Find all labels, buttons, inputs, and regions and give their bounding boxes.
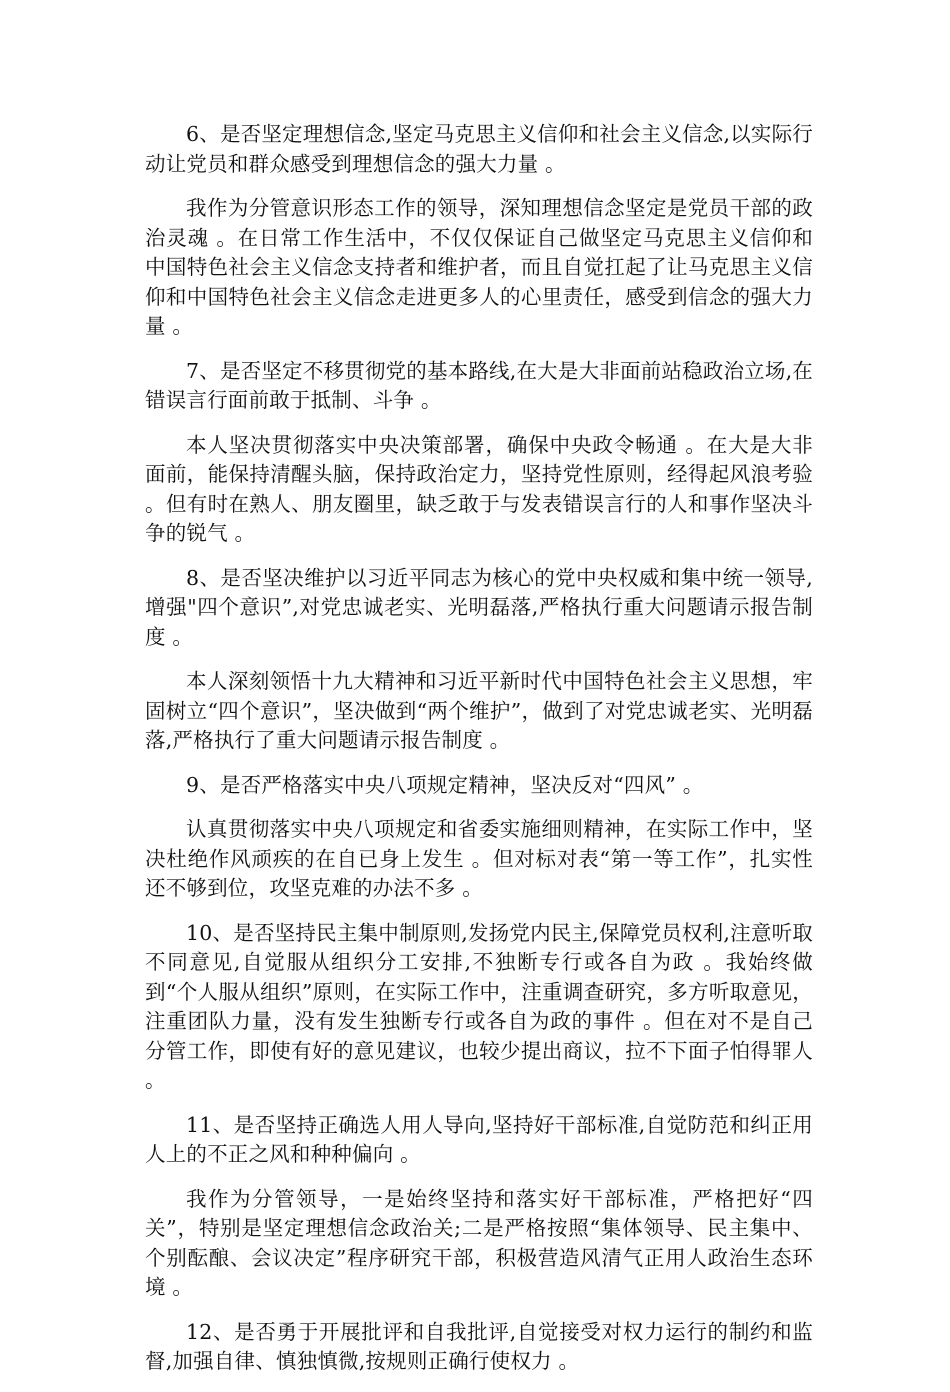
paragraph-question-8: 8、是否坚决维护以习近平同志为核心的党中央权威和集中统一领导,增强"四个意识”,对党忠诚老实、光明磊落,严格执行重大问题请示报告制度 。 xyxy=(145,565,813,649)
paragraph-answer-6: 我作为分管意识形态工作的领导，深知理想信念坚定是党员干部的政治灵魂 。在日常工作生活中，不仅仅保证自己做坚定马克思主义信仰和中国特色社会主义信念支持者和维护者，而且自觉扛起了让马克思主义信仰和中国特色社会主义信念走进更多人的心里责任，感受到信念的强大力量 。 xyxy=(145,196,813,338)
paragraph-answer-9: 认真贯彻落实中央八项规定和省委实施细则精神，在实际工作中，坚决杜绝作风顽疾的在自已身上发生 。但对标对表“第一等工作”，扎实性还不够到位，攻坚克难的办法不多 。 xyxy=(145,817,813,900)
paragraph-question-9: 9、是否严格落实中央八项规定精神，坚决反对“四风” 。 xyxy=(186,772,704,797)
paragraph-question-6: 6、是否坚定理想信念,坚定马克思主义信仰和社会主义信念,以实际行动让党员和群众感受到理想信念的强大力量 。 xyxy=(145,122,813,176)
paragraph-question-10: 10、是否坚持民主集中制原则,发扬党内民主,保障党员权利,注意听取不同意见,自觉服从组织分工安排,不独断专行或各自为政 。我始终做到“个人服从组织”原则，在实际工作中，注重调查研究，多方听取意见，注重团队力量，没有发生独断专行或各自为政的事件 。但在对不是自己分管工作，即使有好的意见建议，也较少提出商议，拉不下面子怕得罪人 。 xyxy=(145,920,813,1092)
paragraph-question-7: 7、是否坚定不移贯彻党的基本路线,在大是大非面前站稳政治立场,在错误言行面前敢于抵制、斗争 。 xyxy=(145,358,813,412)
paragraph-answer-8: 本人深刻领悟十九大精神和习近平新时代中国特色社会主义思想，牢固树立“四个意识”，坚决做到“两个维护”，做到了对党忠诚老实、光明磊落,严格执行了重大问题请示报告制度 。 xyxy=(145,669,813,752)
document-body xyxy=(145,120,813,1392)
paragraph-question-12: 12、是否勇于开展批评和自我批评,自觉接受对权力运行的制约和监督,加强自律、慎独慎微,按规则正确行使权力 。 xyxy=(145,1319,813,1373)
paragraph-question-11: 11、是否坚持正确选人用人导向,坚持好干部标准,自觉防范和纠正用人上的不正之风和种种偏向 。 xyxy=(145,1112,813,1166)
paragraph-answer-11: 我作为分管领导，一是始终坚持和落实好干部标准，严格把好“四关”，特别是坚定理想信念政治关;二是严格按照“集体领导、民主集中、个别酝酿、会议决定”程序研究干部，积极营造风清气正用人政治生态环境 。 xyxy=(145,1186,813,1299)
paragraph-answer-7: 本人坚决贯彻落实中央决策部署，确保中央政令畅通 。在大是大非面前，能保持清醒头脑，保持政治定力，坚持党性原则，经得起风浪考验 。但有时在熟人、朋友圈里，缺乏敢于与发表错误言行的人和事作坚决斗争的锐气 。 xyxy=(145,432,813,545)
